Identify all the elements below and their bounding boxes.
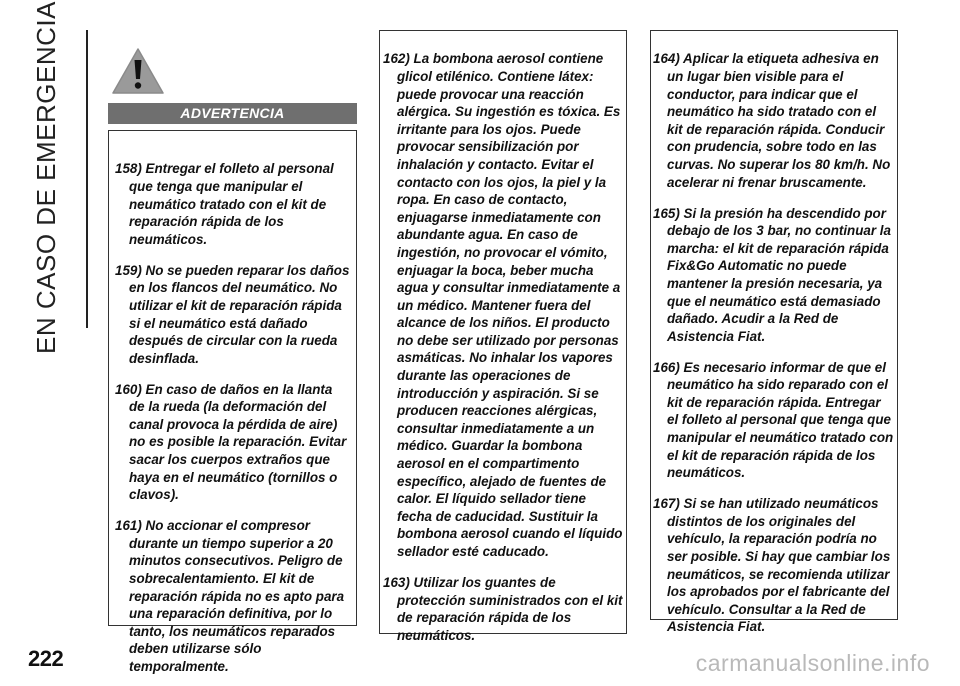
warning-list-1: [109, 131, 356, 682]
warning-item-158: 158) Entregar el folleto al personal que tenga que manipular el neumático tratado con el kit de reparación rápida de los neumáticos.: [115, 161, 334, 247]
warning-banner: ADVERTENCIA: [108, 103, 357, 124]
warning-column-2: [379, 30, 627, 643]
watermark: carmanualsonline.info: [695, 650, 930, 676]
warning-item-163: 163) Utilizar los guantes de protección suministrados con el kit de reparación rápida de los neumáticos.: [383, 575, 623, 643]
warning-item-161: 161) No accionar el compresor durante un tiempo superior a 20 minutos consecutivos. Peligro de sobrecalentamiento. El kit de reparación rápida no es apto para una reparación definitiva, por lo tanto, los neumáticos reparados deben utilizarse sólo temporalmente.: [115, 518, 345, 674]
warning-column-3: [650, 30, 898, 635]
warning-item-167: 167) Si se han utilizado neumáticos distintos de los originales del vehículo, la reparación podría no ser posible. Si hay que cambiar los neumáticos, se recomienda utilizar los aprobados por el fabricante del vehículo. Consultar a la Red de Asistencia Fiat.: [653, 496, 891, 635]
warning-item-159: 159) No se pueden reparar los daños en los flancos del neumático. No utilizar el kit de reparación rápida si el neumático está dañado después de circular con la rueda desinflada.: [115, 262, 350, 366]
warning-triangle-icon: [110, 46, 166, 96]
warning-item-166: 166) Es necesario informar de que el neumático ha sido reparado con el kit de reparación rápida. Entregar el folleto al personal que tenga que manipular el neumático tratado con el kit de reparación rápida de los neumáticos.: [653, 359, 894, 481]
section-divider: [86, 30, 88, 328]
warning-item-164: 164) Aplicar la etiqueta adhesiva en un lugar bien visible para el conductor, para indicar que el neumático ha sido tratado con el kit de reparación rápida. Conducir con prudencia, sobre todo en las curvas. No superar los 80 km/h. No acelerar ni frenar bruscamente.: [653, 51, 891, 190]
page-number: 222: [28, 646, 64, 671]
warning-list-3: [651, 31, 897, 642]
section-title: EN CASO DE EMERGENCIA: [30, 0, 61, 354]
warning-list-2: [380, 31, 626, 650]
warning-item-162: 162) La bombona aerosol contiene glicol etilénico. Contiene látex: puede provocar una reacción alérgica. Su ingestión es tóxica. Es irritante para los ojos. Puede provocar sensibilización por inhalación y contacto. Evitar el contacto con los ojos, la piel y la ropa. En caso de contacto, enjuagarse inmediatamente con abundante agua. En caso de ingestión, no provocar el vómito, enjuagar la boca, beber mucha agua y consultar inmediatamente a un médico. Mantener fuera del alcance de los niños. El producto no debe ser utilizado por personas asmáticas. No inhalar los vapores durante las operaciones de introducción y aspiración. Si se producen reacciones alérgicas, consultar inmediatamente a un médico. Guardar la bombona aerosol en el compartimento específico, alejado de fuentes de calor. El líquido sellador tiene fecha de caducidad. Sustituir la bombona aerosol cuando el líquido sellador esté caducado.: [383, 51, 623, 560]
warning-column-1: [108, 130, 357, 674]
section-title-vertical: [16, 0, 76, 354]
warning-item-160: 160) En caso de daños en la llanta de la rueda (la deformación del canal provoca la pérdida de aire) no es posible la reparación. Evitar sacar los cuerpos extraños que haya en el neumático (tornillos o clavos).: [115, 381, 347, 503]
warning-item-165: 165) Si la presión ha descendido por debajo de los 3 bar, no continuar la marcha: el kit de reparación rápida Fix&Go Automatic no puede mantener la presión necesaria, ya que el neumático está demasiado dañado. Acudir a la Red de Asistencia Fiat.: [653, 205, 891, 344]
